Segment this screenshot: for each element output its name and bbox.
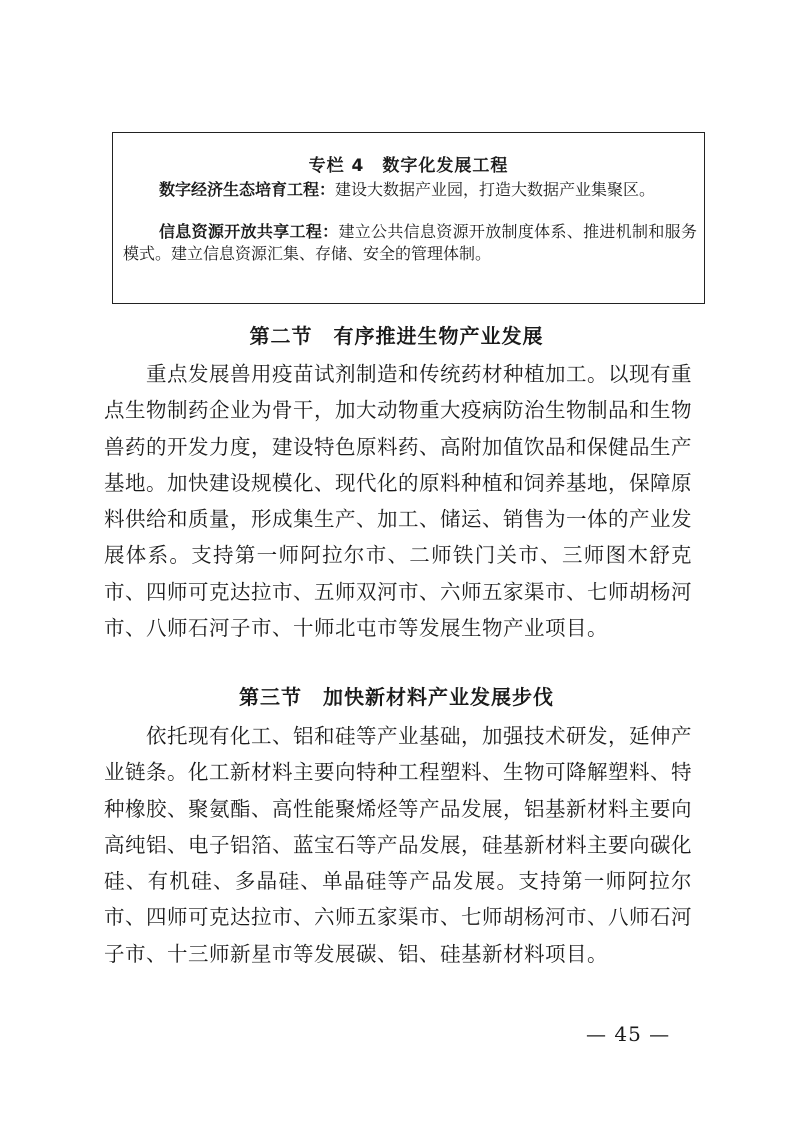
section-title-biotech: 第二节 有序推进生物产业发展 bbox=[249, 324, 544, 348]
section-title-new-materials: 第三节 加快新材料产业发展步伐 bbox=[239, 685, 554, 709]
column-box bbox=[112, 132, 705, 304]
column-item-information-sharing bbox=[123, 221, 697, 265]
column-item-digital-economy bbox=[123, 179, 697, 201]
column-item-text: 建立公共信息资源开放制度体系、推进机制和服务模式。建立信息资源汇集、存储、安全的管理体制。 bbox=[123, 222, 697, 263]
column-item-text: 建设大数据产业园，打造大数据产业集聚区。 bbox=[335, 180, 656, 199]
column-box-title: 专栏 4 数字化发展工程 bbox=[308, 156, 509, 176]
page-number: — 45 — bbox=[586, 1022, 671, 1046]
column-item-lead: 信息资源开放共享工程： bbox=[159, 222, 339, 241]
section-paragraph-biotech: 重点发展兽用疫苗试剂制造和传统药材种植加工。以现有重点生物制药企业为骨干，加大动物重大疫病防治生物制品和生物兽药的开发力度，建设特色原料药、高附加值饮品和保健品生产基地。加快建设规模化、现代化的原料种植和饲养基地，保障原料供给和质量，形成集生产、加工、储运、销售为一体的产业发展体系。支持第一师阿拉尔市、二师铁门关市、三师图木舒克市、四师可克达拉市、五师双河市、六师五家渠市、七师胡杨河市、八师石河子市、十师北屯市等发展生物产业项目。 bbox=[104, 362, 692, 641]
column-item-lead: 数字经济生态培育工程： bbox=[159, 180, 336, 199]
section-paragraph-new-materials: 依托现有化工、铝和硅等产业基础，加强技术研发，延伸产业链条。化工新材料主要向特种工程塑料、生物可降解塑料、特种橡胶、聚氨酯、高性能聚烯烃等产品发展，铝基新材料主要向高纯铝、电子铝箔、蓝宝石等产品发展，硅基新材料主要向碳化硅、有机硅、多晶硅、单晶硅等产品发展。支持第一师阿拉尔市、四师可克达拉市、六师五家渠市、七师胡杨河市、八师石河子市、十三师新星市等发展碳、铝、硅基新材料项目。 bbox=[104, 724, 692, 966]
